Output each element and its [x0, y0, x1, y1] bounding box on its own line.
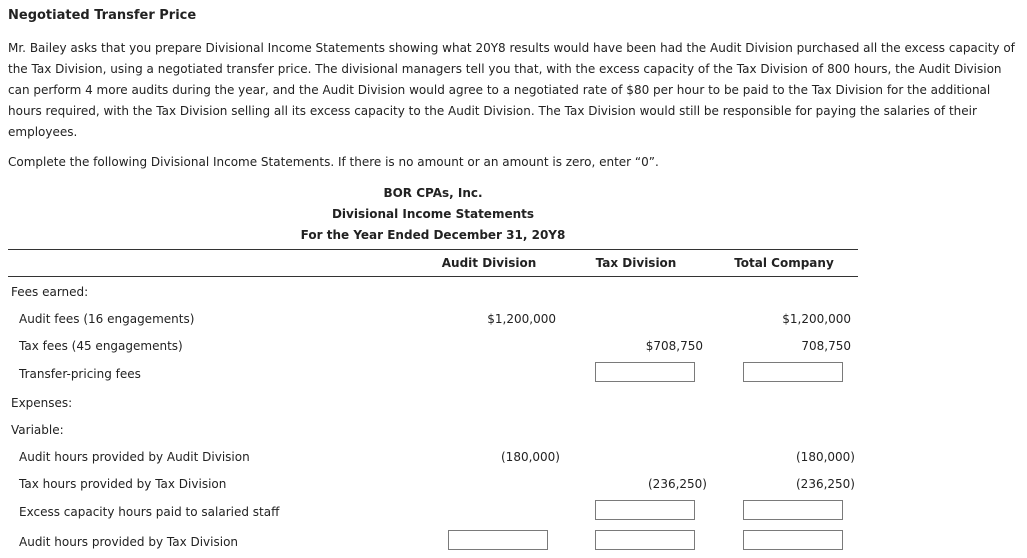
audit-fees-total-value: $1,200,000 — [782, 312, 851, 326]
tax-fees-total-value: 708,750 — [801, 339, 851, 353]
excess-capacity-hours-label: Excess capacity hours paid to salaried staff — [19, 505, 280, 519]
variable-label: Variable: — [11, 423, 64, 437]
audit-hours-tax-division-tax-input[interactable] — [595, 530, 695, 550]
transfer-pricing-fees-tax-input[interactable] — [595, 362, 695, 382]
column-header-audit: Audit Division — [441, 256, 537, 270]
tax-fees-label: Tax fees (45 engagements) — [19, 339, 183, 353]
audit-hours-tax-division-label: Audit hours provided by Tax Division — [19, 535, 239, 549]
header-bottom-rule — [8, 276, 858, 277]
audit-hours-audit-division-total-value: (180,000) — [796, 450, 855, 464]
statement-company: BOR CPAs, Inc. — [383, 186, 483, 200]
instructions: Complete the following Divisional Income Statements. If there is no amount or an amount is zero, enter “0”. — [8, 155, 659, 169]
column-header-tax: Tax Division — [595, 256, 677, 270]
expenses-label: Expenses: — [11, 396, 73, 410]
tax-hours-tax-division-tax-value: (236,250) — [648, 477, 707, 491]
tax-hours-tax-division-total-value: (236,250) — [796, 477, 855, 491]
fees-earned-label: Fees earned: — [11, 285, 89, 299]
audit-hours-audit-division-audit-value: (180,000) — [501, 450, 560, 464]
transfer-pricing-fees-total-input[interactable] — [743, 362, 843, 382]
audit-hours-tax-division-total-input[interactable] — [743, 530, 843, 550]
audit-fees-audit-value: $1,200,000 — [487, 312, 556, 326]
page-title: Negotiated Transfer Price — [8, 8, 197, 23]
audit-fees-label: Audit fees (16 engagements) — [19, 312, 195, 326]
audit-hours-audit-division-label: Audit hours provided by Audit Division — [19, 450, 250, 464]
statement-name: Divisional Income Statements — [331, 207, 535, 221]
statement-period: For the Year Ended December 31, 20Y8 — [300, 228, 566, 242]
header-top-rule — [8, 249, 858, 250]
problem-description: Mr. Bailey asks that you prepare Divisional Income Statements showing what 20Y8 results would have been had the Audit Division purchased all the excess capacity of the Tax Division, using a negotiated transfer price. The divisional managers tell you that, with the excess capacity of the Tax Division of 800 hours, the Audit Division can perform 4 more audits during the year, and the Audit Division would agree to a negotiated rate of $80 per hour to be paid to the Tax Division for the additional hours required, with the Tax Division selling all its excess capacity to the Audit Division. The Tax Division would still be responsible for paying the salaries of their employees. — [8, 41, 1015, 139]
excess-capacity-hours-total-input[interactable] — [743, 500, 843, 520]
excess-capacity-hours-tax-input[interactable] — [595, 500, 695, 520]
tax-fees-tax-value: $708,750 — [645, 339, 703, 353]
audit-hours-tax-division-audit-input[interactable] — [448, 530, 548, 550]
tax-hours-tax-division-label: Tax hours provided by Tax Division — [19, 477, 227, 491]
column-header-total: Total Company — [734, 256, 834, 270]
transfer-pricing-fees-label: Transfer-pricing fees — [19, 367, 141, 381]
